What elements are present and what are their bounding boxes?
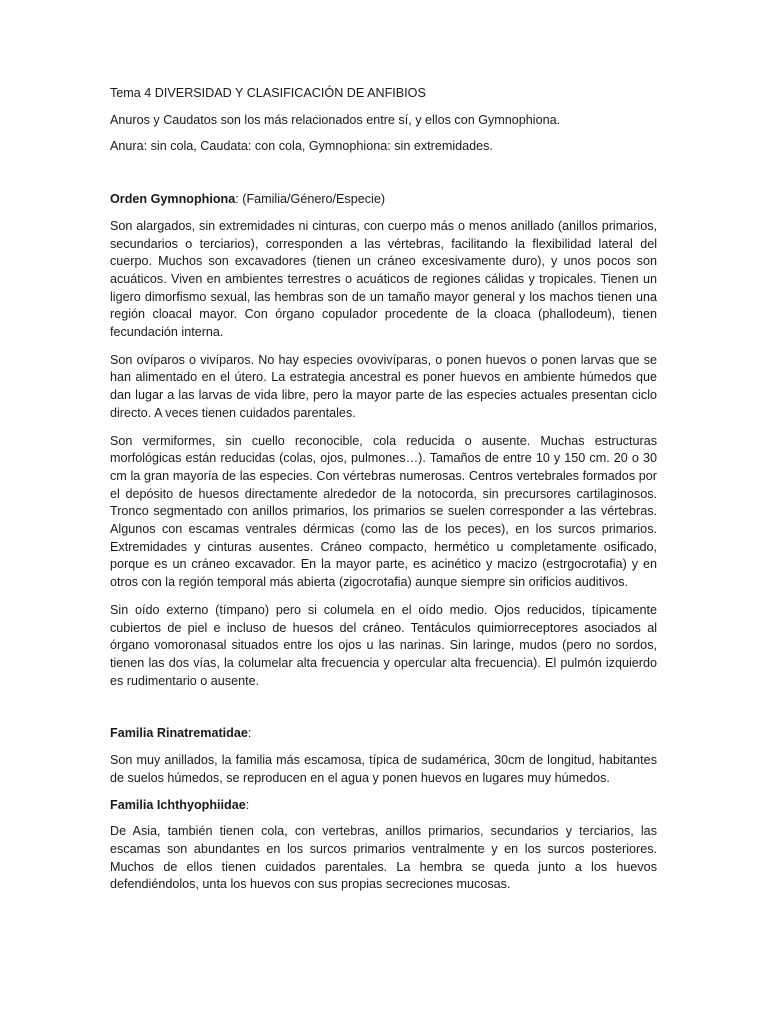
family-1-colon: : (247, 726, 252, 741)
paragraph-reproduction: Son ovíparos o vivíparos. No hay especies ovovivíparas, o ponen huevos o ponen larvas que se han alimentado en el útero. La estrategia ancestral es poner huevos en ambiente húmedos que dan lugar a las larvas de vida libre, pero la mayor parte de las especies actuales presentan ciclo directo. A veces tienen cuidados parentales. (110, 352, 657, 420)
paragraph-morphology: Son vermiformes, sin cuello reconocible, cola reducida o ausente. Muchas estructuras morfológicas están reducidas (colas, ojos, pulmones…). Tamaños de entre 10 y 150 cm. 20 o 30 cm la gran mayoría de las especies. Con vértebras numerosas. Centros vertebrales formados por el depósito de huesos directamente alrededor de la notocorda, sin precursores cartilaginosos. Tronco segmentado con anillos primarios, los primarios se suelen corresponder a las vértebras. Algunos con escamas ventrales dérmicas (como las de los peces), en los surcos primarios. Extremidades y cinturas ausentes. Cráneo compacto, hermético u completamente osificado, porque es un cráneo excavador. En la mayor parte, es acinético y macizo (estrgocrotafia) y en otros con la región temporal más abierta (zigocrotafia) aunque siempre sin orificios auditivos. (110, 433, 657, 590)
family-1-heading-line (110, 725, 657, 743)
intro-line-2: Anura: sin cola, Caudata: con cola, Gymnophiona: sin extremidades. (110, 139, 493, 154)
family-2-text: De Asia, también tienen cola, con vertebras, anillos primarios, secundarios y terciarios, las escamas son abundantes en los surcos primarios ventralmente y en los surcos posteriores. Muchos de ellos tienen cuidados parentales. La hembra se queda junto a los huevos defendiéndolos, unta los huevos con sus propias secreciones mucosas. (110, 824, 657, 892)
family-1-heading: Familia Rinatrematidae (110, 726, 248, 741)
family-2-heading-line (110, 797, 657, 815)
order-heading-suffix: : (Familia/Género/Especie) (235, 192, 386, 207)
paragraph-description: Son alargados, sin extremidades ni cinturas, con cuerpo más o menos anillado (anillos primarios, secundarios o terciarios), corresponden a las vértebras, facilitando la flexibilidad lateral del cuerpo. Muchos son excavadores (tienen un cráneo excesivamente duro), y unos pocos son acuáticos. Viven en ambientes terrestres o acuáticos de regiones cálidas y tropicales. Tienen un ligero dimorfismo sexual, las hembras son de un tamaño mayor general y los machos tienen una región cloacal mayor. Con órgano copulador procedente de la cloaca (phallodeum), tienen fecundación interna. (110, 218, 657, 340)
paragraph-senses: Sin oído externo (tímpano) pero si columela en el oído medio. Ojos reducidos, típicamente cubiertos de piel e incluso de huesos del cráneo. Tentáculos quimiorreceptores asociados al órgano vomoronasal situados entre los ojos u las narinas. Sin laringe, mudos (pero no sordos, tienen las dos vías, la columelar alta frecuencia y opercular alta frecuencia). El pulmón izquierdo es rudimentario o ausente. (110, 602, 657, 688)
family-1-text: Son muy anillados, la familia más escamosa, típica de sudamérica, 30cm de longitud, habitantes de suelos húmedos, se reproducen en el agua y ponen huevos en lugares muy húmedos. (110, 753, 657, 785)
intro-line-1: Anuros y Caudatos son los más relacionados entre sí, y ellos con Gymnophiona. (110, 112, 561, 127)
family-2-heading: Familia Ichthyophiidae (110, 797, 246, 812)
document-title: Tema 4 DIVERSIDAD Y CLASIFICACIÓN DE ANFIBIOS (110, 86, 426, 100)
family-2-colon: : (245, 797, 250, 812)
order-heading-line (110, 191, 657, 209)
order-heading: Orden Gymnophiona (110, 192, 236, 207)
